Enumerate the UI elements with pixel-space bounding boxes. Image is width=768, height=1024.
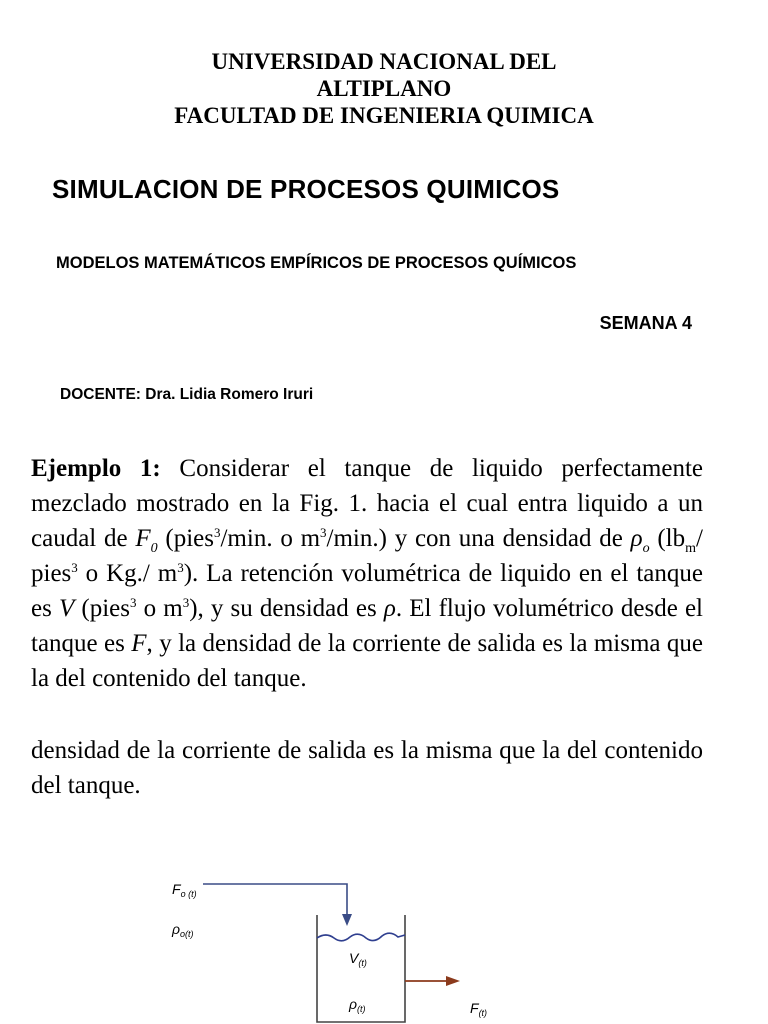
var-F0: F [135,525,151,552]
var-V: V [58,595,75,622]
superscript: 3 [213,525,221,540]
inflow-density-label: $\rho_{o(t)}$ [172,921,194,939]
example-text: /min.) y con una densidad de [326,525,631,552]
university-name-line2: ALTIPLANO [316,76,452,101]
superscript: 3 [320,525,327,540]
course-title: SIMULACION DE PROCESOS QUIMICOS [52,174,560,204]
example-text: / pies [31,525,703,587]
example-text: ). La retención volumétrica de liquido en el tanque es [31,560,703,622]
outflow-flow-label: $F_{(t)}$ [470,1000,488,1018]
example-label: Ejemplo 1: [31,455,161,482]
example-text: (lb [649,525,686,552]
example-text: (pies [74,595,130,622]
superscript: 3 [71,560,78,575]
var-F: F [131,630,147,657]
tank-volume-label: $V_{(t)}$ [349,950,367,968]
tank-density-label: $\rho_{(t)}$ [349,996,366,1014]
teacher-label: DOCENTE: Dra. Lidia Romero Iruri [60,386,314,403]
var-rho0-subscript: o [642,541,650,556]
example-text: o m [136,595,183,622]
var-F0-subscript: 0 [150,541,158,556]
continuation-paragraph: densidad de la corriente de salida es la misma que la del contenido del tanque. [31,737,703,799]
university-name-line1: UNIVERSIDAD NACIONAL DEL [211,49,557,74]
inlet-arrow-head-icon [342,914,352,926]
example-text: Considerar el tanque de liquido perfectamente mezclado mostrado en la Fig. 1. hacia el cual entra liquido a un caudal de [31,455,703,552]
example-text: /min. o m [220,525,321,552]
inlet-pipe [203,884,347,914]
lesson-subtitle: MODELOS MATEMÁTICOS EMPÍRICOS DE PROCESOS QUÍMICOS [56,254,577,272]
faculty-name: FACULTAD DE INGENIERIA QUIMICA [174,103,594,128]
superscript: 3 [129,595,137,610]
superscript: 3 [177,560,184,575]
inflow-flow-label: $F_{o (t)}$ [172,881,197,899]
example-text: ), y su densidad es [189,595,384,622]
outlet-arrow-head-icon [446,976,460,986]
example-text: . El flujo volumétrico desde el tanque es [31,595,703,657]
example-text: , y la densidad de la corriente de salida es la misma que la del contenido del tanque. [31,630,703,692]
liquid-surface [317,933,405,941]
var-rho0: ρ [630,525,643,552]
superscript: 3 [182,595,190,610]
example-paragraph [31,451,703,696]
example-text: (pies [157,525,214,552]
week-label: SEMANA 4 [599,313,692,333]
example-text: o Kg./ m [77,560,178,587]
var-rho: ρ [383,595,396,622]
lbm-subscript: m [685,541,697,556]
tank-diagram [0,860,768,1024]
